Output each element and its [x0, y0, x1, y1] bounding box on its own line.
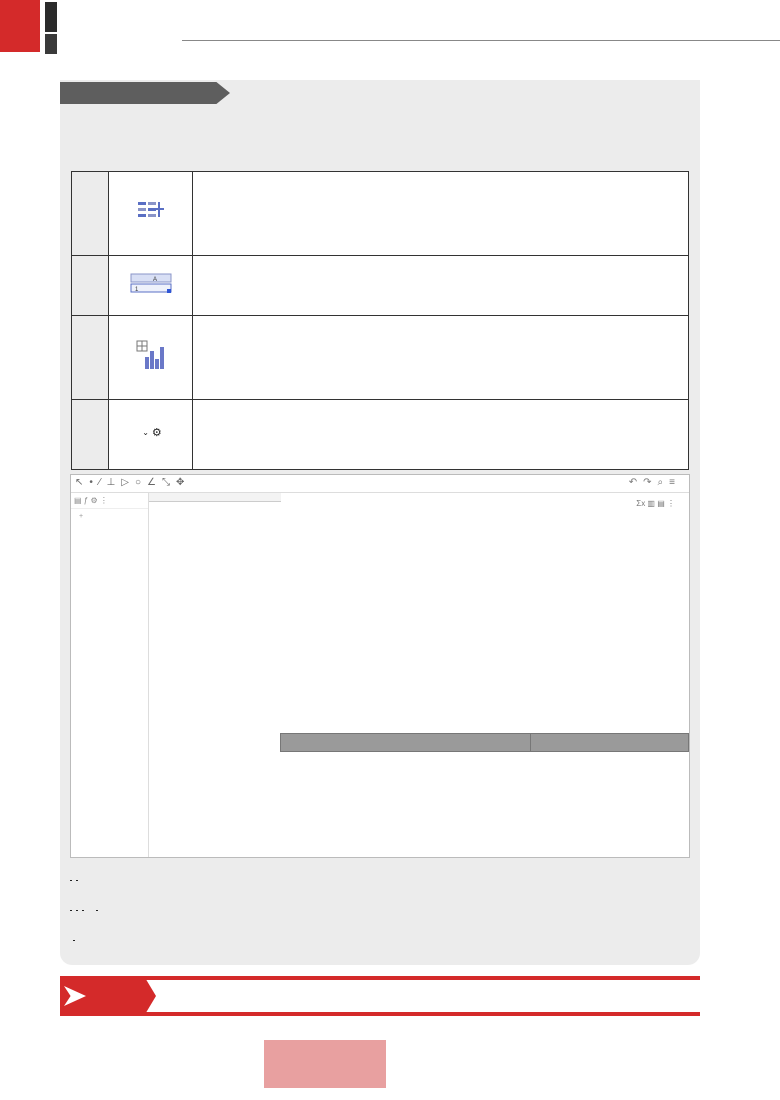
software-screenshot [70, 474, 690, 858]
plus-icon: + [79, 513, 84, 520]
numerator [82, 910, 84, 911]
numerator [70, 910, 72, 911]
fraction-p6 [96, 910, 98, 911]
brand-logo-letter [0, 0, 40, 52]
numerator [73, 940, 75, 941]
conclusion-box [60, 976, 700, 1016]
gear-icon: ⚙ [151, 427, 162, 439]
step-text [193, 172, 689, 256]
chevron-down-icon: ⌄ [142, 428, 149, 437]
numerator [76, 880, 78, 881]
result-line-3 [68, 910, 104, 911]
circle-tool-icon[interactable]: ○ [135, 477, 148, 488]
fraction-p2 [76, 880, 78, 881]
point-tool-icon[interactable]: • [89, 477, 99, 488]
fraction-p1 [70, 880, 72, 881]
fraction-theoretical [73, 940, 75, 941]
fraction-p3 [70, 910, 72, 911]
stats-icons[interactable]: Σx ▥ ▤ ⋮ [636, 499, 675, 508]
fraction-p4 [76, 910, 78, 911]
header-divider [182, 40, 780, 41]
line-tool-icon[interactable]: ∕ [98, 477, 107, 488]
freq-header-count [531, 734, 689, 752]
algebra-view [71, 493, 149, 857]
step-row [72, 172, 689, 256]
numerator [76, 910, 78, 911]
step-text [193, 316, 689, 400]
watermark-evvel [264, 1040, 386, 1088]
spreadsheet-view [149, 493, 281, 857]
step-number [72, 316, 109, 400]
toolbar [71, 475, 281, 493]
step-text [193, 256, 689, 316]
analysis-toolbar [281, 475, 689, 493]
step-row [72, 316, 689, 400]
result-line-2 [68, 880, 80, 881]
step-number [72, 400, 109, 470]
result-line-4 [68, 940, 80, 941]
options-dropdown-icon [109, 400, 193, 470]
fraction-p5 [82, 910, 84, 911]
step-row [72, 256, 689, 316]
cell-drag-handle-icon [109, 256, 193, 316]
brand-title[interactable] [45, 2, 57, 32]
frequency-table [280, 733, 689, 752]
spreadsheet-header [149, 493, 281, 502]
polygon-tool-icon[interactable]: ▷ [121, 477, 135, 488]
spreadsheet-view-icon [109, 172, 193, 256]
step-row [72, 400, 689, 470]
svg-text:1: 1 [134, 287, 138, 293]
freq-header-value [281, 734, 531, 752]
numerator [96, 910, 98, 911]
brand-url[interactable] [45, 34, 57, 54]
angle-tool-icon[interactable]: ∠ [147, 477, 163, 488]
perpendicular-tool-icon[interactable]: ⊥ [106, 477, 122, 488]
step-number [72, 256, 109, 316]
svg-text:A: A [152, 277, 157, 283]
numerator [70, 880, 72, 881]
undo-redo-search-menu-icons[interactable]: ↶↷⌕≡ [628, 477, 681, 488]
section-title [60, 82, 230, 104]
algebra-header-icons: ▤ ƒ ⚙ ⋮ [71, 493, 148, 509]
frequency-bar-chart [351, 495, 690, 735]
step-number [72, 172, 109, 256]
move-tool-icon[interactable]: ✥ [176, 477, 191, 488]
reflect-tool-icon[interactable]: ⤡ [162, 477, 177, 488]
one-variable-analysis-icon [109, 316, 193, 400]
algebra-input[interactable] [71, 509, 148, 524]
steps-table [71, 171, 689, 470]
cursor-tool-icon[interactable]: ↖ [75, 477, 90, 488]
step-text [193, 400, 689, 470]
